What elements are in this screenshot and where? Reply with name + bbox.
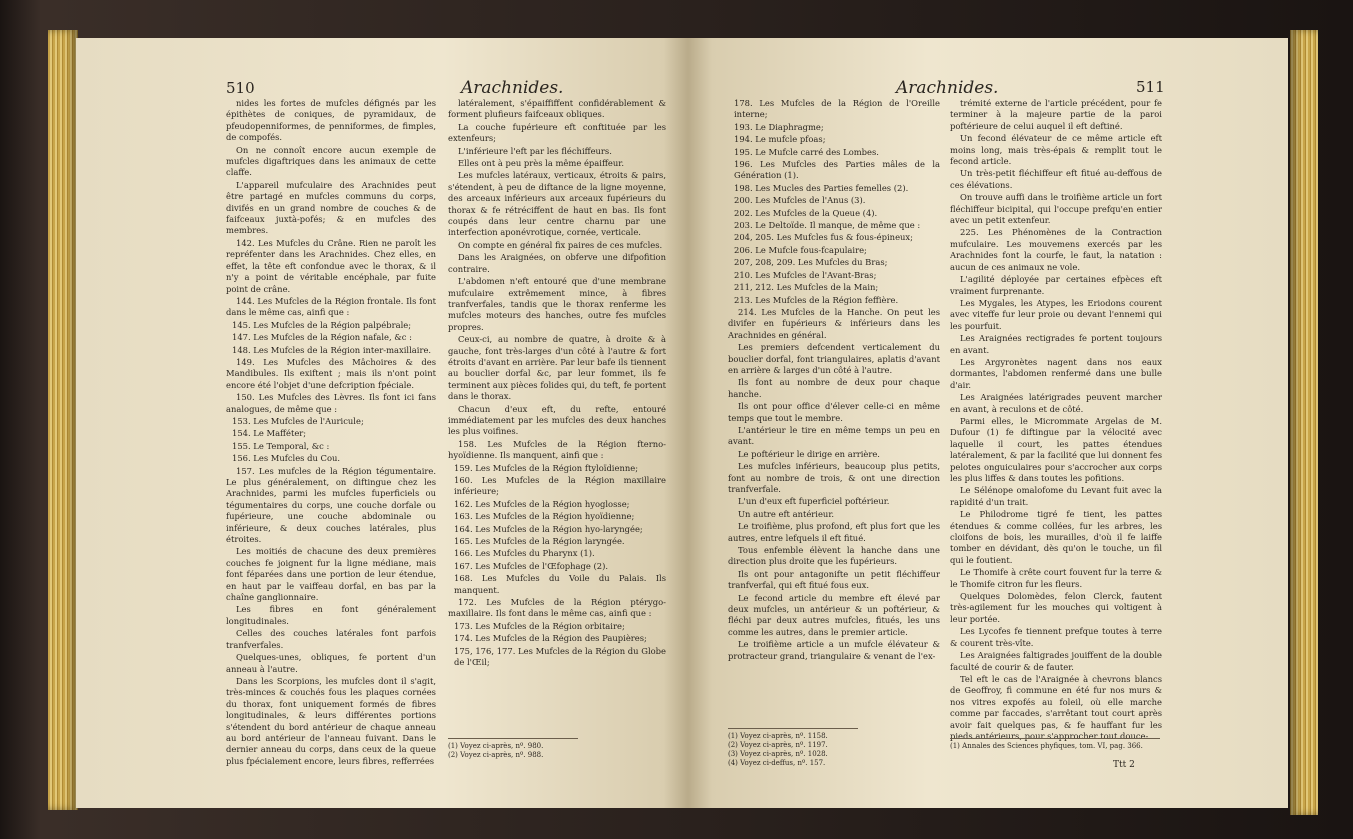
paragraph: Ils ont pour office d'élever celle-ci en même temps que tout le membre. [728,401,940,423]
paragraph: Les moitiés de chacune des deux premières couches fe joignent fur la ligne médiane, mais font féparées dans une portion de leur étendue, en haut par le vaiffeau dorfal, en bas par la chaîne ganglionnaire. [226,546,436,603]
paragraph: 162. Les Mufcles de la Région hyoglosse; [454,498,630,509]
left-running-head [226,78,666,97]
paragraph: Un fecond élévateur de ce même article eft moins long, mais très-épais & remplit tout le fecond article. [950,133,1162,167]
left-running-title: Arachnides. [461,78,564,98]
right-footnotes-1 [728,728,858,768]
paragraph: 154. Le Mafféter; [232,428,307,439]
footnote: (2) Voyez ci-après, nº. 988. [448,751,544,759]
paragraph: Chacun d'eux eft, du refte, entouré immédiatement par les mufcles des deux hanches les plus voifines. [448,403,666,437]
paragraph: Le Thomife à crête court fouvent fur la terre & le Thomife citron fur les fleurs. [950,567,1162,589]
paragraph: Les premiers defcendent verticalement du bouclier dorfal, font triangulaires, aplatis d'avant en arrière & larges d'un côté à l'autre. [728,342,940,375]
paragraph: 175, 176, 177. Les Mufcles de la Région du Globe de l'Œil; [454,645,666,668]
paragraph: 163. Les Mufcles de la Région hyoïdienne; [454,511,635,522]
paragraph: 142. Les Mufcles du Crâne. Rien ne paroît les repréfenter dans les Arachnides. Chez elles, en effet, la tête eft confondue avec le thorax, & il n'y a point de véritable encéphale, par fuite point de crâne. [226,237,436,294]
left-page-edges [48,30,78,810]
paragraph: 165. Les Mufcles de la Région laryngée. [454,536,625,547]
paragraph: La couche fupérieure eft conftituée par les extenfeurs; [448,121,666,144]
footnote: (4) Voyez ci-deffus, nº. 157. [728,759,826,767]
paragraph: 173. Les Mufcles de la Région orbitaire; [454,620,625,631]
paragraph: 145. Les Mufcles de la Région palpébrale; [232,319,412,330]
paragraph: 213. Les Mufcles de la Région feffière. [734,294,899,305]
paragraph: Tel eft le cas de l'Araignée à chevrons blancs de Geoffroy, fi commune en été fur nos murs & nos vitres expofés au foleil, où elle marche comme par faccades, s'arrêtant tout court après avoir fait quelques pas, & fe hauffant fur les pieds antérieurs, pour s'approcher tout douce- [950,673,1162,741]
paragraph: 144. Les Mufcles de la Région frontale. Ils font dans le même cas, ainfi que : [226,295,436,318]
paragraph: 157. Les mufcles de la Région tégumentaire. Le plus généralement, on diftingue chez les Arachnides, parmi les mufcles fuperficiels ou tégumentaires du corps, une couche dorfale ou fupérieure, une couche abdominale ou inférieure, & deux couches latérales, plus étroites. [226,465,436,545]
paragraph: Un très-petit fléchiffeur eft fitué au-deffous de ces élévations. [950,168,1162,190]
paragraph: 174. Les Mufcles de la Région des Paupières; [454,633,647,644]
paragraph: Parmi elles, le Micrommate Argelas de M. Dufour (1) fe diftingue par la vélocité avec laquelle il court, les pattes étendues latéralement, & par la facilité que lui donnent fes pelotes onguiculaires pour s'accrocher aux corps les plus liffes & dans toutes les pofitions. [950,415,1162,483]
paragraph: L'inférieure l'eft par les fléchiffeurs. [458,145,612,156]
paragraph: L'appareil mufculaire des Arachnides peut être partagé en mufcles communs du corps, divifés en un grand nombre de couches & de faifceaux juxtà-pofés; & en mufcles des membres. [226,179,436,236]
paragraph: 206. Le Mufcle fous-fcapulaire; [734,244,867,255]
paragraph: 153. Les Mufcles de l'Auricule; [232,415,364,426]
paragraph: Les Araignées faltigrades jouiffent de la double faculté de courir & de fauter. [950,650,1162,672]
left-page [76,38,688,808]
footnote: (1) Annales des Sciences phyfiques, tom. VI, pag. 366. [950,742,1143,750]
paragraph: 202. Les Mufcles de la Queue (4). [734,207,878,218]
paragraph: L'agilité déployée par certaines efpèces eft vraiment furprenante. [950,274,1162,296]
signature-mark: Ttt 2 [1113,760,1135,770]
paragraph: 148. Les Mufcles de la Région inter-maxillaire. [232,344,432,355]
paragraph: 194. Le mufcle pfoas; [734,134,826,145]
paragraph: Quelques Dolomèdes, felon Clerck, fautent très-agilement fur les mouches qui voltigent à leur portée. [950,591,1162,624]
right-footnotes-2 [950,738,1160,751]
right-column-1 [728,98,940,663]
paragraph: 210. Les Mufcles de l'Avant-Bras; [734,269,877,280]
paragraph: 200. Les Mufcles de l'Anus (3). [734,195,866,206]
paragraph: Les Lycofes fe tiennent prefque toutes à terre & courent très-vîte. [950,626,1162,648]
paragraph: Ceux-ci, au nombre de quatre, à droite & à gauche, font très-larges d'un côté à l'autre & fort étroits d'avant en arrière. Par leur bafe ils tiennent au bouclier dorfal &c, par leur fommet, ils fe terminent aux pièces folides qui, du teft, fe portent dans le thorax. [448,334,666,402]
paragraph: 168. Les Mufcles du Voile du Palais. Ils manquent. [454,573,666,595]
paragraph: 178. Les Mufcles de la Région de l'Oreille interne; [734,98,940,120]
paragraph: Les Argyronètes nagent dans nos eaux dormantes, l'abdomen renfermé dans une bulle d'air. [950,356,1162,390]
paragraph: 198. Les Mucles des Parties femelles (2). [734,182,909,193]
left-column-1 [226,98,436,768]
right-column-2 [950,98,1162,743]
paragraph: 207, 208, 209. Les Mufcles du Bras; [734,257,888,268]
paragraph: Le troifième article a un mufcle élévateur & protracteur grand, triangulaire & venant de l'ex- [728,639,940,661]
paragraph: Ils ont pour antagonifte un petit fléchiffeur tranfverfal, qui eft fitué fous eux. [728,568,940,591]
left-column-2 [448,98,666,670]
paragraph: Les Araignées rectigrades fe portent toujours en avant. [950,333,1162,355]
paragraph: Dans les Scorpions, les mufcles dont il s'agit, très-minces & couchés fous les plaques cornées du thorax, font uniquement formés de fibres longitudinales, & leurs différentes portions s'étendent du bord antérieur de chaque anneau au bord antérieur de l'anneau fuivant. Dans le dernier anneau du corps, dans ceux de la queue plus fpécialement encore, leurs fibres, refferrées [226,675,436,766]
paragraph: Tous enfemble élèvent la hanche dans une direction plus droite que les fupérieurs. [728,545,940,567]
right-page-number: 511 [1136,78,1165,96]
paragraph: 225. Les Phénomènes de la Contraction mufculaire. Les mouvemens exercés par les Arachnides font la courfe, le faut, la natation : aucun de ces animaux ne vole. [950,227,1162,272]
paragraph: L'antérieur le tire en même temps un peu en avant. [728,424,940,447]
right-running-title: Arachnides. [896,78,999,98]
paragraph: Celles des couches latérales font parfois tranfverfales. [226,628,436,650]
paragraph: 147. Les Mufcles de la Région nafale, &c : [232,332,412,343]
open-book [48,10,1318,825]
paragraph: Le troifième, plus profond, eft plus fort que les autres, entre lefquels il eft fitué. [728,521,940,543]
footnote: (3) Voyez ci-après, nº. 1028. [728,750,828,758]
paragraph: 167. Les Mufcles de l'Œfophage (2). [454,560,609,571]
paragraph: On trouve auffi dans le troifième article un fort fléchiffeur bicipital, qui l'occupe prefqu'en entier avec un petit extenfeur. [950,192,1162,226]
footnote: (2) Voyez ci-après, nº. 1197. [728,741,828,749]
paragraph: Les fibres en font généralement longitudinales. [226,604,436,626]
paragraph: Le poftérieur le dirige en arrière. [738,448,880,459]
paragraph: Elles ont à peu près la même épaiffeur. [458,158,624,169]
paragraph: 166. Les Mufcles du Pharynx (1). [454,548,595,559]
right-page [688,38,1288,808]
paragraph: Le Sélénope omalofome du Levant fuit avec la rapidité d'un trait. [950,485,1162,507]
paragraph: 214. Les Mufcles de la Hanche. On peut les divifer en fupérieurs & inférieurs dans les Arachnides en général. [728,306,940,340]
paragraph: On compte en général fix paires de ces mufcles. [458,239,663,250]
paragraph: Un autre eft antérieur. [738,508,835,519]
paragraph: 158. Les Mufcles de la Région fterno-hyoïdienne. Ils manquent, ainfi que : [448,438,666,461]
footnote: (1) Voyez ci-après, nº. 980. [448,742,544,750]
paragraph: 160. Les Mufcles de la Région maxillaire inférieure; [454,475,666,497]
paragraph: 150. Les Mufcles des Lèvres. Ils font ici fans analogues, de même que : [226,392,436,414]
paragraph: trémité externe de l'article précédent, pour fe terminer à la majeure partie de la paroi poftérieure de celui auquel il eft deftiné. [950,98,1162,131]
paragraph: Ils font au nombre de deux pour chaque hanche. [728,377,940,399]
paragraph: 196. Les Mufcles des Parties mâles de la Génération (1). [734,159,940,181]
paragraph: Le fecond article du membre eft élevé par deux mufcles, un antérieur & un poftérieur, & fléchi par deux autres mufcles, fitués, les uns comme les autres, dans le premier article. [728,592,940,637]
footnote: (1) Voyez ci-après, nº. 1158. [728,732,828,740]
paragraph: 203. Le Deltoïde. Il manque, de même que : [734,220,921,231]
paragraph: 204, 205. Les Mufcles fus & fous-épineux; [734,232,913,243]
right-page-edges [1290,30,1318,815]
left-page-number: 510 [226,79,255,97]
paragraph: Les Araignées latérigrades peuvent marcher en avant, à reculons et de côté. [950,392,1162,414]
paragraph: 211, 212. Les Mufcles de la Main; [734,282,879,293]
paragraph: 156. Les Mufcles du Cou. [232,453,341,464]
paragraph: 159. Les Mufcles de la Région ftyloïdienne; [454,462,639,473]
paragraph: Les mufcles latéraux, verticaux, étroits & pairs, s'étendent, à peu de diftance de la ligne moyenne, des arceaux inférieurs aux arceaux fupérieurs du thorax & fe rétréciffent de haut en bas. Ils font coupés dans leur centre charnu par une interfection aponévrotique, cornée, verticale. [448,170,666,238]
paragraph: On ne connoît encore aucun exemple de mufcles digaftriques dans les animaux de cette claffe. [226,144,436,178]
paragraph: 172. Les Mufcles de la Région ptérygo-maxillaire. Ils font dans le même cas, ainfi que : [448,597,666,619]
paragraph: nides les fortes de mufcles défignés par les épithètes de coniques, de pyramidaux, de pfeudopenniformes, de penniformes, de fimples, de compofés. [226,98,436,143]
paragraph: Quelques-unes, obliques, fe portent d'un anneau à l'autre. [226,652,436,674]
paragraph: 164. Les Mufcles de la Région hyo-laryngée; [454,523,643,534]
paragraph: L'un d'eux eft fuperficiel poftérieur. [738,496,890,507]
paragraph: 155. Le Temporal, &c : [232,440,330,451]
paragraph: 195. Le Mufcle carré des Lombes. [734,146,879,157]
paragraph: 149. Les Mufcles des Mâchoires & des Mandibules. Ils exiftent ; mais ils n'ont point encore été l'objet d'une defcription fpéciale. [226,356,436,390]
paragraph: L'abdomen n'eft entouré que d'une membrane mufculaire extrêmement mince, à fibres tranfverfales, tandis que le thorax renferme les mufcles moteurs des hanches, outre fes mufcles propres. [448,276,666,332]
paragraph: Dans les Araignées, on obferve une difpofition contraire. [448,252,666,274]
paragraph: Le Philodrome tigré fe tient, les pattes étendues & comme collées, fur les arbres, les cloifons de bois, les murailles, d'où il fe laiffe tomber en dévidant, dès qu'on le touche, un fil qui le foutient. [950,509,1162,565]
paragraph: latéralement, s'épaiffiffent confidérablement & forment plufieurs faifceaux obliques. [448,98,666,120]
left-footnotes [448,738,578,760]
paragraph: Les Mygales, les Atypes, les Eriodons courent avec viteffe fur leur proie ou devant l'ennemi qui les pourfuit. [950,297,1162,331]
paragraph: 193. Le Diaphragme; [734,121,824,132]
paragraph: Les mufcles inférieurs, beaucoup plus petits, font au nombre de trois, & ont une direction tranfverfale. [728,461,940,494]
